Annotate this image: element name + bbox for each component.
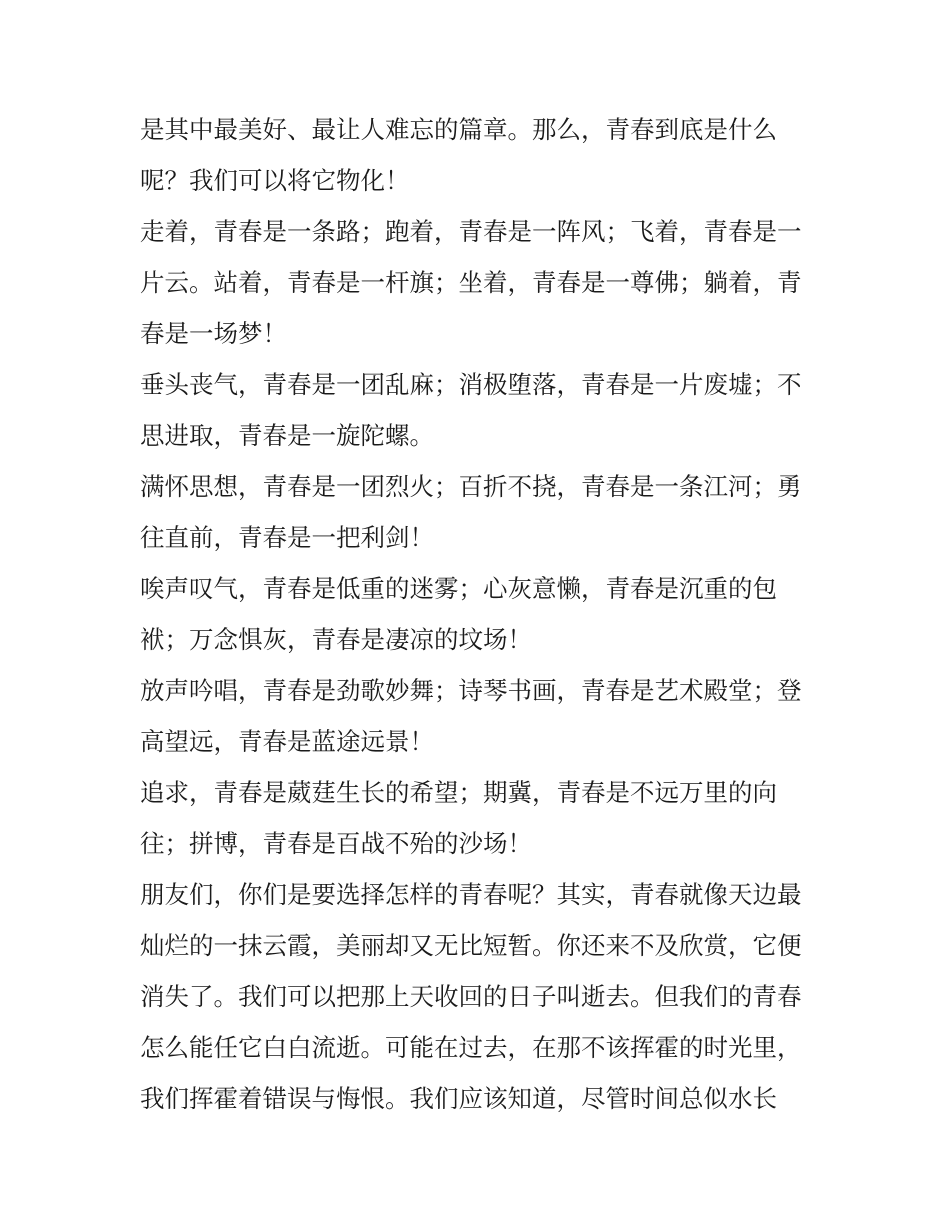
- text-line: 呢？我们可以将它物化！: [140, 166, 410, 195]
- text-line: 朋友们，你们是要选择怎样的青春呢？其实，青春就像天边最: [140, 880, 802, 909]
- text-line: 往；拼博，青春是百战不殆的沙场！: [140, 829, 532, 858]
- text-line: 是其中最美好、最让人难忘的篇章。那么，青春到底是什么: [140, 115, 777, 144]
- text-line: 放声吟唱，青春是劲歌妙舞；诗琴书画，青春是艺术殿堂；登: [140, 676, 802, 705]
- text-line: 怎么能任它白白流逝。可能在过去，在那不该挥霍的时光里，: [140, 1033, 802, 1062]
- text-line: 片云。站着，青春是一杆旗；坐着，青春是一尊佛；躺着，青: [140, 268, 802, 297]
- text-line: 灿烂的一抹云霞，美丽却又无比短暂。你还来不及欣赏，它便: [140, 931, 802, 960]
- text-line: 追求，青春是葳莛生长的希望；期冀，青春是不远万里的向: [140, 778, 777, 807]
- text-line: 走着，青春是一条路；跑着，青春是一阵风；飞着，青春是一: [140, 217, 802, 246]
- text-line: 我们挥霍着错误与悔恨。我们应该知道，尽管时间总似水长: [140, 1084, 777, 1113]
- text-line: 袱；万念惧灰，青春是凄凉的坟场！: [140, 625, 532, 654]
- text-line: 消失了。我们可以把那上天收回的日子叫逝去。但我们的青春: [140, 982, 802, 1011]
- text-line: 唉声叹气，青春是低重的迷雾；心灰意懒，青春是沉重的包: [140, 574, 777, 603]
- text-line: 往直前，青春是一把利剑！: [140, 523, 434, 552]
- essay-body: [140, 104, 820, 1124]
- text-line: 满怀思想，青春是一团烈火；百折不挠，青春是一条江河；勇: [140, 472, 802, 501]
- text-line: 思进取，青春是一旋陀螺。: [140, 421, 434, 450]
- text-line: 春是一场梦！: [140, 319, 287, 348]
- text-line: 高望远，青春是蓝途远景！: [140, 727, 434, 756]
- text-line: 垂头丧气，青春是一团乱麻；消极堕落，青春是一片废墟；不: [140, 370, 802, 399]
